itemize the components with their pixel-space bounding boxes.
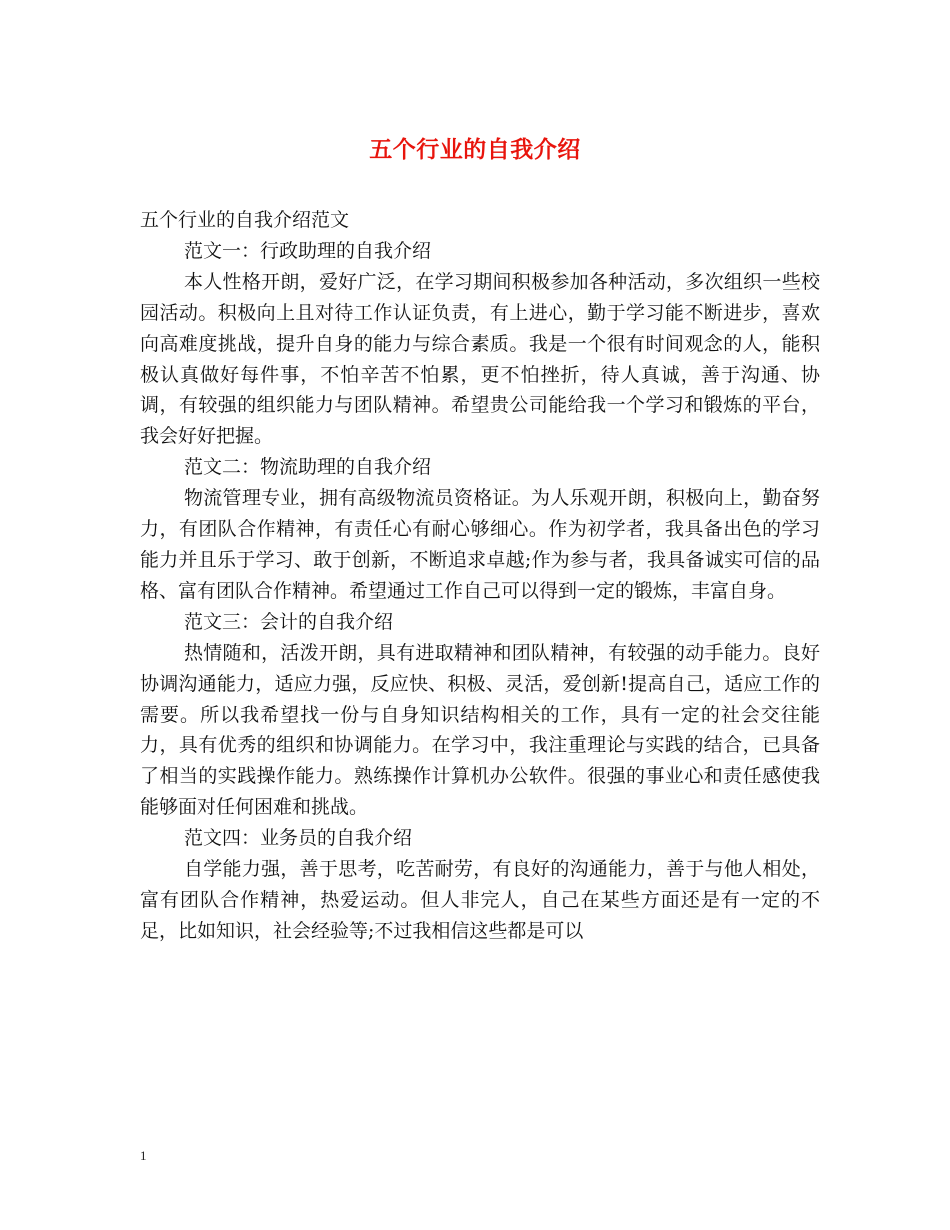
page-number: 1: [140, 1148, 147, 1163]
section-paragraph-4: 自学能力强，善于思考，吃苦耐劳，有良好的沟通能力，善于与他人相处，富有团队合作精神，热爱运动。但人非完人，自己在某些方面还是有一定的不足，比如知识，社会经验等;不过我相信这些都是可以: [140, 858, 820, 942]
intro-line: 五个行业的自我介绍范文: [140, 209, 350, 231]
section-heading-2: 范文二：物流助理的自我介绍: [184, 456, 432, 479]
document-body: [140, 205, 820, 947]
section-paragraph-3: 热情随和，活泼开朗，具有进取精神和团队精神，有较强的动手能力。良好协调沟通能力，适应力强，反应快、积极、灵活，爱创新!提高自己，适应工作的需要。所以我希望找一份与自身知识结构相关的工作，具有一定的社会交往能力，具有优秀的组织和协调能力。在学习中，我注重理论与实践的结合，已具备了相当的实践操作能力。熟练操作计算机办公软件。很强的事业心和责任感使我能够面对任何困难和挑战。: [140, 641, 820, 819]
section-paragraph-1: 本人性格开朗，爱好广泛，在学习期间积极参加各种活动，多次组织一些校园活动。积极向上且对待工作认证负责，有上进心，勤于学习能不断进步，喜欢向高难度挑战，提升自身的能力与综合素质。我是一个很有时间观念的人，能积极认真做好每件事，不怕辛苦不怕累，更不怕挫折，待人真诚，善于沟通、协调，有较强的组织能力与团队精神。希望贵公司能给我一个学习和锻炼的平台，我会好好把握。: [140, 270, 820, 448]
section-heading-3: 范文三：会计的自我介绍: [184, 610, 394, 633]
section-heading-4: 范文四：业务员的自我介绍: [184, 827, 413, 850]
section-heading-1: 范文一：行政助理的自我介绍: [184, 239, 432, 262]
document-title: 五个行业的自我介绍: [369, 136, 581, 163]
section-paragraph-2: 物流管理专业，拥有高级物流员资格证。为人乐观开朗，积极向上，勤奋努力，有团队合作精神，有责任心有耐心够细心。作为初学者，我具备出色的学习能力并且乐于学习、敢于创新，不断追求卓越;作为参与者，我具备诚实可信的品格、富有团队合作精神。希望通过工作自己可以得到一定的锻炼，丰富自身。: [140, 487, 820, 602]
